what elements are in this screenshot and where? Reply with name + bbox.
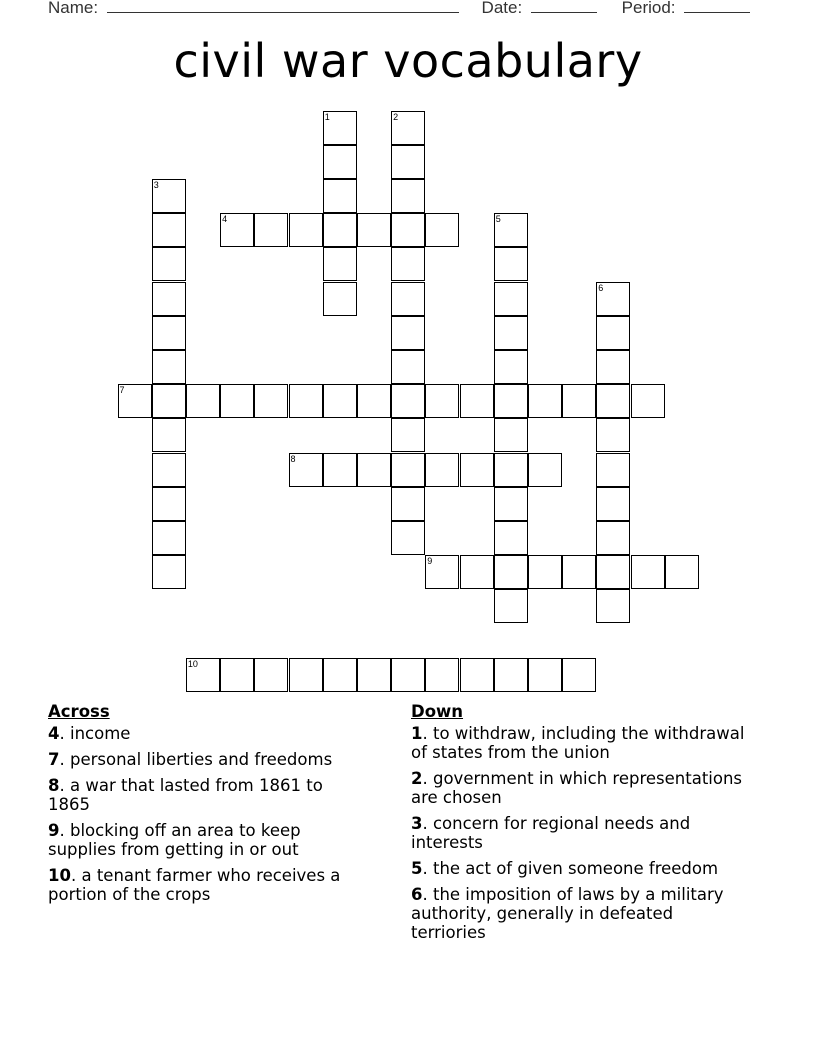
crossword-cell[interactable] (460, 658, 494, 692)
crossword-cell[interactable] (494, 658, 528, 692)
clue-separator: . (59, 724, 70, 743)
down-clue-list (411, 724, 751, 942)
clue-number-label: 2 (393, 111, 399, 122)
across-clue (48, 724, 368, 743)
clue-number-label: 1 (324, 111, 330, 122)
crossword-cell[interactable] (323, 247, 357, 281)
crossword-cell[interactable] (289, 453, 323, 487)
crossword-cell[interactable] (460, 384, 494, 418)
clue-separator: . (59, 750, 70, 769)
across-clue (48, 821, 368, 859)
crossword-cell[interactable] (357, 658, 391, 692)
crossword-cell[interactable] (494, 589, 528, 623)
clue-number-label: 6 (598, 282, 604, 293)
clue-separator: . (422, 724, 433, 743)
clue-text: income (69, 724, 131, 743)
clue-number: 9 (48, 821, 60, 840)
clue-number: 2 (411, 769, 423, 788)
down-clue (411, 885, 751, 942)
clue-separator: . (422, 859, 433, 878)
crossword-cell[interactable] (152, 555, 186, 589)
crossword-cell[interactable] (596, 384, 630, 418)
crossword-cell[interactable] (254, 213, 288, 247)
crossword-cell[interactable] (152, 247, 186, 281)
crossword-cell[interactable] (152, 350, 186, 384)
crossword-cell[interactable] (425, 658, 459, 692)
crossword-cell[interactable] (494, 487, 528, 521)
crossword-cell[interactable] (425, 453, 459, 487)
crossword-cell[interactable] (425, 213, 459, 247)
crossword-cell[interactable] (220, 213, 254, 247)
crossword-cell[interactable] (460, 453, 494, 487)
crossword-cell[interactable] (596, 418, 630, 452)
crossword-cell[interactable] (528, 384, 562, 418)
crossword-cell[interactable] (494, 282, 528, 316)
crossword-cell[interactable] (596, 282, 630, 316)
clue-number: 1 (411, 724, 423, 743)
down-clues (411, 702, 751, 949)
crossword-cell[interactable] (460, 555, 494, 589)
crossword-cell[interactable] (391, 111, 425, 145)
clue-separator: . (422, 885, 433, 904)
crossword-cell[interactable] (494, 453, 528, 487)
down-heading: Down (411, 702, 464, 721)
crossword-cell[interactable] (562, 384, 596, 418)
page-title: civil war vocabulary (173, 34, 643, 88)
crossword-cell[interactable] (186, 384, 220, 418)
crossword-cell[interactable] (152, 521, 186, 555)
crossword-cell[interactable] (425, 384, 459, 418)
crossword-cell[interactable] (323, 384, 357, 418)
crossword-cell[interactable] (323, 145, 357, 179)
crossword-cell[interactable] (323, 282, 357, 316)
crossword-cell[interactable] (118, 384, 152, 418)
clue-number-label: 5 (495, 214, 501, 225)
crossword-cell[interactable] (254, 658, 288, 692)
crossword-cell[interactable] (494, 350, 528, 384)
crossword-cell[interactable] (289, 213, 323, 247)
crossword-cell[interactable] (186, 658, 220, 692)
down-clue (411, 814, 751, 852)
crossword-cell[interactable] (357, 213, 391, 247)
clue-text: a war that lasted from 1861 to 1865 (48, 776, 323, 814)
clue-number: 8 (48, 776, 60, 795)
across-clue (48, 866, 368, 904)
clue-number-label: 3 (153, 179, 159, 190)
crossword-cell[interactable] (562, 658, 596, 692)
clue-number-label: 10 (187, 658, 198, 669)
crossword-cell[interactable] (152, 418, 186, 452)
across-clue (48, 776, 368, 814)
crossword-cell[interactable] (323, 658, 357, 692)
across-clues (48, 702, 368, 911)
clue-text: the act of given someone freedom (432, 859, 719, 878)
crossword-cell[interactable] (596, 316, 630, 350)
crossword-cell[interactable] (152, 384, 186, 418)
crossword-cell[interactable] (323, 111, 357, 145)
crossword-cell[interactable] (391, 453, 425, 487)
crossword-cell[interactable] (152, 453, 186, 487)
clue-separator: . (59, 821, 70, 840)
clue-separator: . (422, 769, 433, 788)
crossword-cell[interactable] (528, 453, 562, 487)
clue-separator: . (70, 866, 82, 885)
crossword-cell[interactable] (391, 213, 425, 247)
crossword-cell[interactable] (391, 658, 425, 692)
crossword-cell[interactable] (220, 384, 254, 418)
crossword-cell[interactable] (152, 179, 186, 213)
crossword-cell[interactable] (596, 350, 630, 384)
clue-number: 6 (411, 885, 423, 904)
clue-separator: . (422, 814, 433, 833)
crossword-cell[interactable] (357, 453, 391, 487)
crossword-cell[interactable] (596, 487, 630, 521)
crossword-cell[interactable] (152, 316, 186, 350)
crossword-cell[interactable] (152, 213, 186, 247)
crossword-cell[interactable] (494, 521, 528, 555)
crossword-cell[interactable] (528, 555, 562, 589)
down-clue (411, 769, 751, 807)
crossword-cell[interactable] (494, 213, 528, 247)
crossword-cell[interactable] (220, 658, 254, 692)
clue-text: personal liberties and freedoms (69, 750, 333, 769)
clue-number: 3 (411, 814, 423, 833)
down-clue (411, 724, 751, 762)
crossword-cell[interactable] (494, 247, 528, 281)
clue-text: to withdraw, including the withdrawal of states from the union (411, 724, 745, 762)
crossword-cell[interactable] (596, 453, 630, 487)
crossword-cell[interactable] (631, 384, 665, 418)
crossword-cell[interactable] (391, 521, 425, 555)
crossword-cell[interactable] (391, 247, 425, 281)
crossword-cell[interactable] (562, 555, 596, 589)
crossword-cell[interactable] (665, 555, 699, 589)
clue-number: 7 (48, 750, 60, 769)
crossword-cell[interactable] (152, 487, 186, 521)
crossword-cell[interactable] (391, 384, 425, 418)
date-label: Date: (481, 0, 523, 17)
clue-number-label: 8 (290, 453, 296, 464)
clue-text: government in which representations are chosen (411, 769, 743, 807)
crossword-cell[interactable] (289, 658, 323, 692)
across-clue-list (48, 724, 368, 904)
crossword-cell[interactable] (596, 589, 630, 623)
clue-number-label: 4 (222, 214, 228, 225)
crossword-cell[interactable] (391, 282, 425, 316)
crossword-cell[interactable] (391, 145, 425, 179)
crossword-cell[interactable] (391, 316, 425, 350)
crossword-cell[interactable] (152, 282, 186, 316)
clue-number: 5 (411, 859, 423, 878)
clue-number-label: 9 (427, 556, 433, 567)
crossword-cell[interactable] (528, 658, 562, 692)
clue-text: the imposition of laws by a military authority, generally in defeated terriories (411, 885, 724, 942)
crossword-cell[interactable] (494, 555, 528, 589)
crossword-cell[interactable] (254, 384, 288, 418)
clue-separator: . (59, 776, 70, 795)
crossword-cell[interactable] (323, 453, 357, 487)
crossword-cell[interactable] (596, 521, 630, 555)
across-clue (48, 750, 368, 769)
crossword-cell[interactable] (494, 418, 528, 452)
crossword-cell[interactable] (323, 179, 357, 213)
clue-text: concern for regional needs and interests (411, 814, 691, 852)
period-label: Period: (621, 0, 676, 17)
across-heading: Across (48, 702, 110, 721)
clue-text: a tenant farmer who receives a portion of the crops (48, 866, 341, 904)
crossword-cell[interactable] (391, 487, 425, 521)
clue-number-label: 7 (119, 385, 125, 396)
crossword-cell[interactable] (631, 555, 665, 589)
clue-number: 4 (48, 724, 60, 743)
crossword-cell[interactable] (391, 179, 425, 213)
clue-number: 10 (48, 866, 71, 885)
crossword-cell[interactable] (391, 418, 425, 452)
crossword-cell[interactable] (425, 555, 459, 589)
crossword-cell[interactable] (391, 350, 425, 384)
down-clue (411, 859, 751, 878)
name-label: Name: (48, 0, 99, 17)
crossword-cell[interactable] (323, 213, 357, 247)
crossword-cell[interactable] (596, 555, 630, 589)
clue-text: blocking off an area to keep supplies from getting in or out (48, 821, 301, 859)
crossword-cell[interactable] (357, 384, 391, 418)
crossword-cell[interactable] (494, 384, 528, 418)
crossword-cell[interactable] (289, 384, 323, 418)
crossword-cell[interactable] (494, 316, 528, 350)
